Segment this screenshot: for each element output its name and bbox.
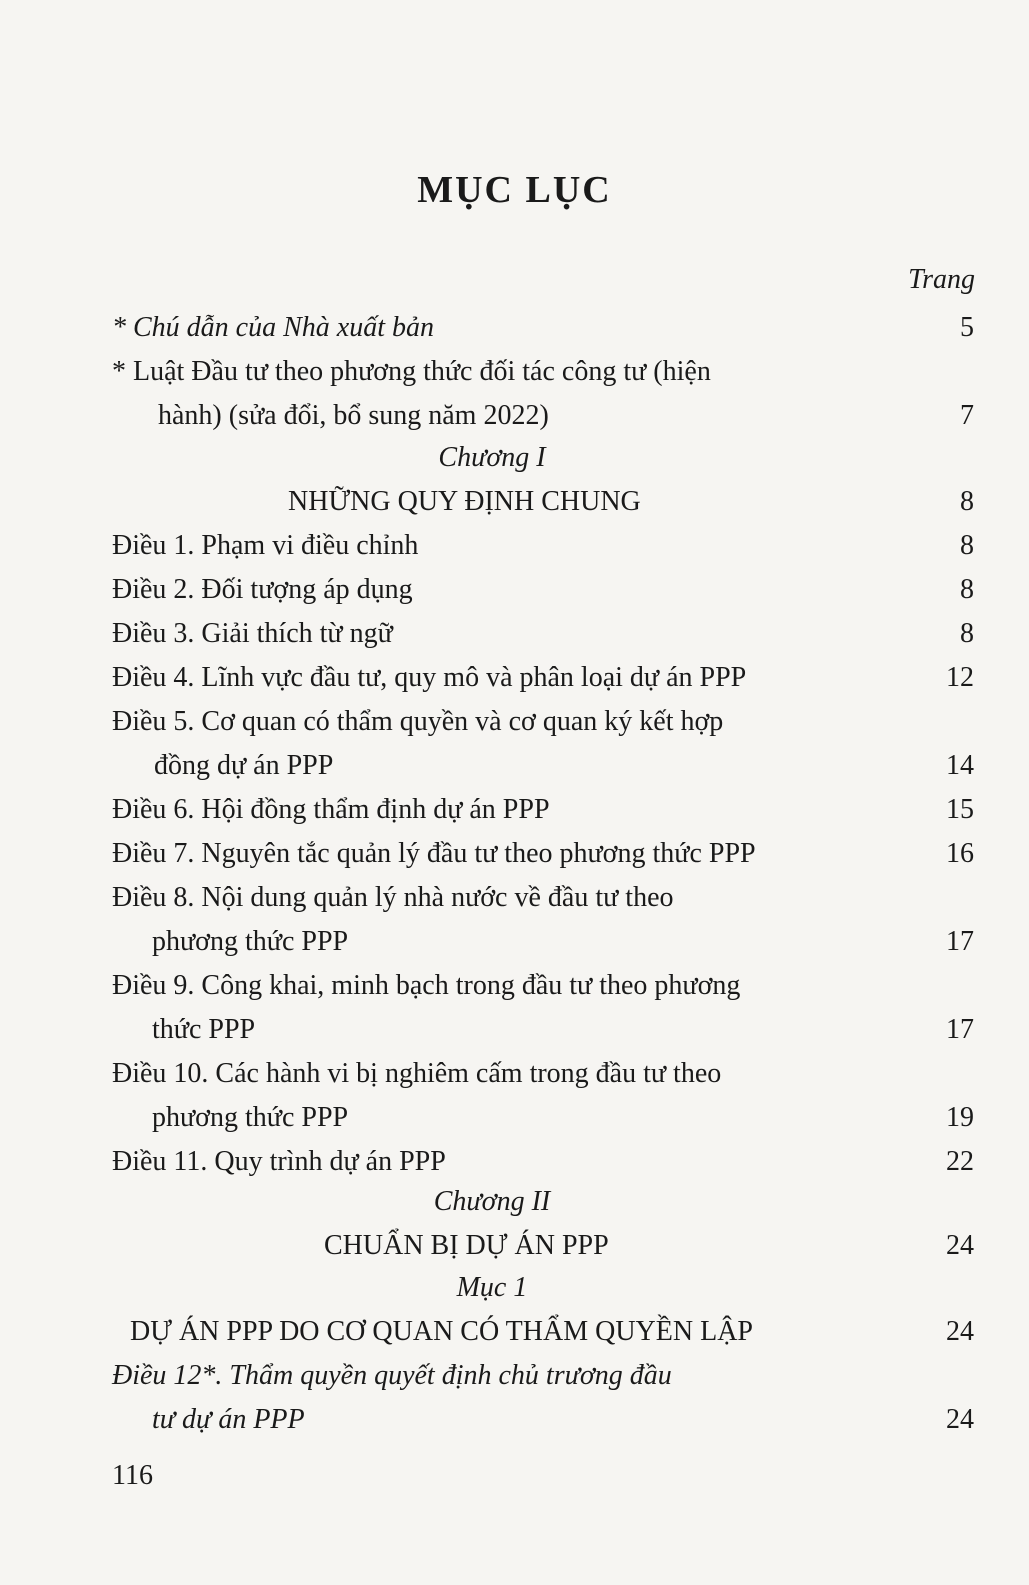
page-column-label: Trang <box>908 264 975 295</box>
section-heading: DỰ ÁN PPP DO CƠ QUAN CÓ THẨM QUYỀN LẬP 24 <box>130 1316 974 1347</box>
toc-entry: Điều 1. Phạm vi điều chỉnh 8 <box>112 530 974 561</box>
toc-entry: Điều 6. Hội đồng thẩm định dự án PPP 15 <box>112 794 974 825</box>
page-title: MỤC LỤC <box>417 169 612 211</box>
section-heading: NHỮNG QUY ĐỊNH CHUNG 8 <box>288 486 974 517</box>
chapter-label: Chương I <box>438 442 546 473</box>
toc-entry: Điều 12*. Thẩm quyền quyết định chủ trương đầu tư dự án PPP 24 <box>112 1360 974 1435</box>
toc-entry: Điều 2. Đối tượng áp dụng 8 <box>112 574 974 605</box>
toc-entry: * Chú dẫn của Nhà xuất bản 5 <box>112 312 974 343</box>
toc-entry: Điều 9. Công khai, minh bạch trong đầu tư theo phương thức PPP 17 <box>112 970 974 1045</box>
section-heading: CHUẨN BỊ DỰ ÁN PPP 24 <box>324 1230 974 1261</box>
toc-entry: Điều 10. Các hành vi bị nghiêm cấm trong đầu tư theo phương thức PPP 19 <box>112 1058 974 1133</box>
toc-entry: Điều 7. Nguyên tắc quản lý đầu tư theo phương thức PPP 16 <box>112 838 974 869</box>
chapter-label: Chương II <box>433 1186 551 1217</box>
toc-entry: Điều 8. Nội dung quản lý nhà nước về đầu tư theo phương thức PPP 17 <box>112 882 974 957</box>
toc-entry: Điều 5. Cơ quan có thẩm quyền và cơ quan ký kết hợp đồng dự án PPP 14 <box>112 706 974 781</box>
toc-entry: Điều 4. Lĩnh vực đầu tư, quy mô và phân loại dự án PPP 12 <box>112 662 974 693</box>
toc-entry: * Luật Đầu tư theo phương thức đối tác công tư (hiện hành) (sửa đổi, bổ sung năm 2022) 7 <box>112 356 974 431</box>
toc-entry: Điều 3. Giải thích từ ngữ 8 <box>112 618 974 649</box>
section-label: Mục 1 <box>456 1272 528 1303</box>
page-number: 116 <box>112 1460 153 1491</box>
toc-entry: Điều 11. Quy trình dự án PPP 22 <box>112 1146 974 1177</box>
